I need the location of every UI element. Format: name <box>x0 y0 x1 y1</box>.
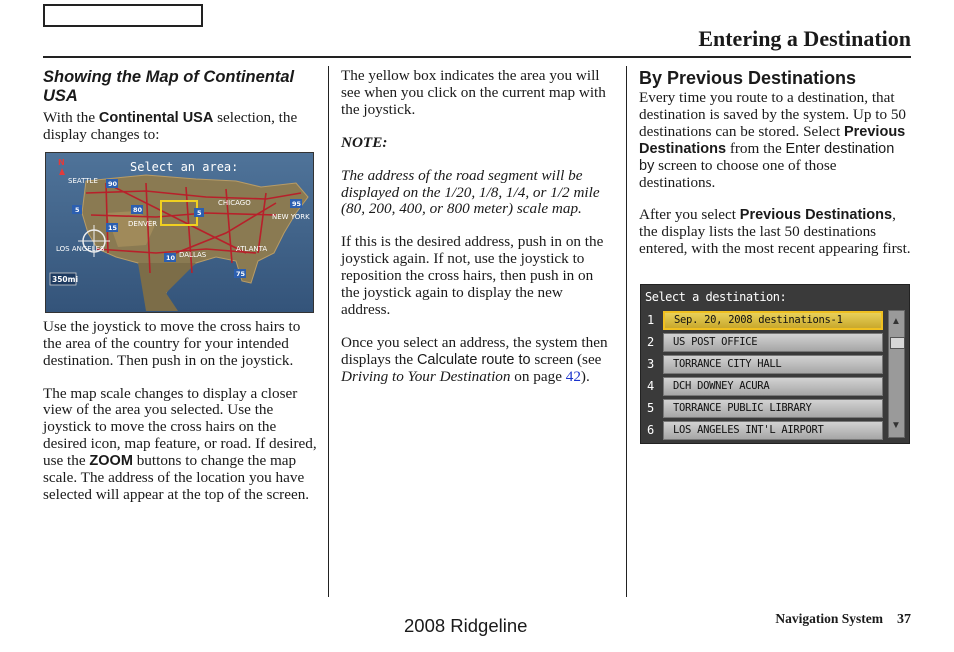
row-number: 6 <box>647 423 655 437</box>
section-tab-box <box>43 4 203 27</box>
paragraph-yellow-box: The yellow box indicates the area you will see when you click on the current map with the joystick. <box>341 67 606 118</box>
destination-label[interactable]: US POST OFFICE <box>663 333 883 352</box>
calculate-route-term: Calculate route to <box>416 351 531 368</box>
map-city: CHICAGO <box>218 199 251 207</box>
page-title: Entering a Destination <box>698 26 911 51</box>
text: ). <box>580 367 590 385</box>
destination-row[interactable] <box>641 355 887 375</box>
destination-label[interactable]: TORRANCE CITY HALL <box>663 355 883 374</box>
page-number: 37 <box>897 612 911 627</box>
scroll-thumb[interactable] <box>890 337 905 349</box>
destination-row[interactable] <box>641 377 887 397</box>
note-body: The address of the road segment will be displayed on the 1/20, 1/8, 1/4, or 1/2 mile (80, 200, 400, or 800 meter) scale map. <box>341 166 600 218</box>
section-heading-continental-usa: Showing the Map of Continental USA <box>43 68 295 105</box>
text: After you select <box>639 206 740 224</box>
paragraph-intro <box>43 110 318 144</box>
text: The map scale changes to display a closer view of the area you selected. Use the joystick to move the cross hairs on the desired icon, map feature, or road. If desired, use the <box>43 384 317 470</box>
note-label: NOTE: <box>341 133 388 151</box>
column-3 <box>639 68 911 274</box>
map-city: NEW YORK <box>272 213 310 221</box>
previous-destinations-term: Previous Destinations <box>639 123 906 157</box>
destination-row[interactable] <box>641 311 887 331</box>
list-scrollbar[interactable] <box>888 310 905 438</box>
destination-label[interactable]: DCH DOWNEY ACURA <box>663 377 883 396</box>
map-city: SEATTLE <box>68 177 98 185</box>
destination-row[interactable] <box>641 421 887 441</box>
paragraph-map-scale <box>43 386 318 504</box>
destination-row[interactable] <box>641 399 887 419</box>
paragraph-after-select <box>639 207 911 258</box>
text: Every time you route to a destination, that destination is saved by the system. Up to 50 destinations can be stored. Select <box>639 89 907 140</box>
map-city: ATLANTA <box>236 245 268 253</box>
route-shield: 75 <box>236 270 246 278</box>
text: Once you select an address, the system then displays the <box>341 333 608 368</box>
route-shield: 15 <box>108 224 118 232</box>
scroll-down-icon[interactable]: ▼ <box>891 420 901 431</box>
route-shield: 80 <box>133 206 143 214</box>
text: , the display lists the last 50 destinations entered, with the most recent appearing first. <box>639 206 911 258</box>
paragraph-calculate-route <box>341 335 613 386</box>
route-shield: 5 <box>75 206 80 214</box>
enter-destination-term: Enter destination by <box>639 140 895 174</box>
driving-reference: Driving to Your Destination <box>341 367 511 385</box>
text: With the <box>43 109 99 126</box>
paragraph-desired-address: If this is the desired address, push in on the joystick again. If not, use the joystick to reposition the cross hairs, then push in on the joystick again to display the new address. <box>341 233 604 318</box>
map-city: LOS ANGELES <box>56 245 105 253</box>
route-shield: 90 <box>108 180 118 188</box>
route-shield: 5 <box>197 209 202 217</box>
zoom-term: ZOOM <box>89 453 133 470</box>
text: buttons to change the map scale. The address of the location you have selected will appear at the top of the screen. <box>43 452 310 503</box>
route-shield: 95 <box>292 200 302 208</box>
destination-label[interactable]: TORRANCE PUBLIC LIBRARY <box>663 399 883 418</box>
column-divider-2 <box>626 66 627 597</box>
header-rule <box>43 56 911 58</box>
continental-usa-map-screen <box>45 152 314 313</box>
north-indicator: N <box>58 158 65 167</box>
scroll-up-icon[interactable]: ▲ <box>891 316 901 327</box>
text: on page <box>510 367 566 385</box>
map-city: DALLAS <box>179 251 207 259</box>
text: screen to choose one of those destinations. <box>639 156 837 191</box>
footer-page-info <box>775 611 911 628</box>
list-screen-title: Select a destination: <box>645 290 787 304</box>
paragraph-previous-intro <box>639 90 911 191</box>
footer-model-name: 2008 Ridgeline <box>404 615 528 636</box>
page-link-42[interactable]: 42 <box>565 367 581 385</box>
map-prompt: Select an area: <box>130 160 239 174</box>
continental-usa-term: Continental USA <box>98 110 214 126</box>
column-2 <box>341 68 613 402</box>
destination-label[interactable]: LOS ANGELES INT'L AIRPORT <box>663 421 883 440</box>
destination-label[interactable]: Sep. 20, 2008 destinations-1 <box>663 311 883 330</box>
map-scale-label: 350mi <box>52 275 79 284</box>
section-heading-previous-destinations: By Previous Destinations <box>639 68 857 88</box>
previous-destinations-screen <box>640 284 910 444</box>
usa-map-graphic <box>46 153 313 312</box>
row-number: 1 <box>647 313 655 327</box>
footer-section-name: Navigation System <box>775 611 883 626</box>
row-number: 4 <box>647 379 655 393</box>
row-number: 2 <box>647 335 655 349</box>
column-divider-1 <box>328 66 329 597</box>
text: screen (see <box>530 350 602 368</box>
previous-destinations-term: Previous Destinations <box>739 207 893 224</box>
map-city: DENVER <box>128 220 158 228</box>
paragraph-joystick: Use the joystick to move the cross hairs to the area of the country for your intended destination. Then push in on the joystick. <box>43 317 301 369</box>
text: selection, the display changes to: <box>43 109 298 143</box>
text: from the <box>726 139 786 157</box>
row-number: 5 <box>647 401 655 415</box>
destination-row[interactable] <box>641 333 887 353</box>
row-number: 3 <box>647 357 655 371</box>
route-shield: 10 <box>166 254 176 262</box>
